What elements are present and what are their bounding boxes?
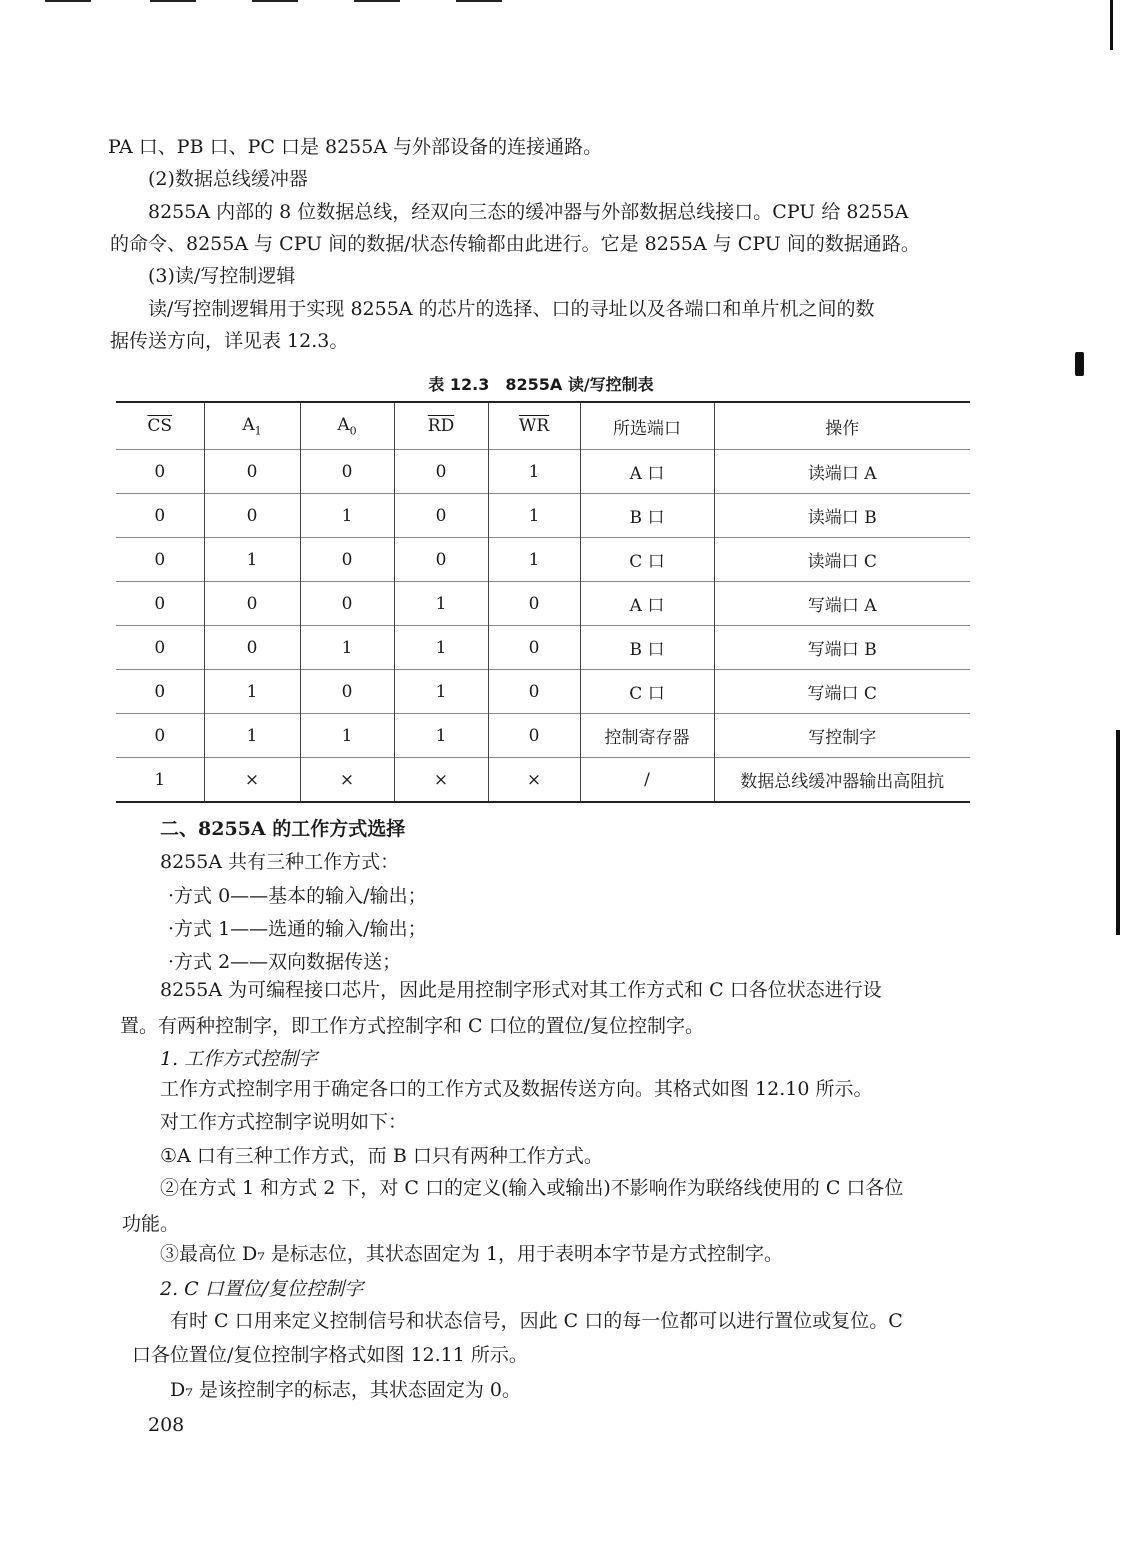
cell-rd: 0: [394, 450, 488, 494]
cell-port: 控制寄存器: [580, 714, 714, 758]
binding-edge-mid: [1116, 730, 1120, 935]
table-row: [116, 670, 970, 714]
cell-port: A 口: [580, 582, 714, 626]
top-rule-1: [45, 0, 91, 2]
cell-a1: 0: [204, 450, 300, 494]
cell-operation: 数据总线缓冲器输出高阻抗: [714, 758, 970, 803]
top-rule-5: [456, 0, 502, 2]
cell-operation: 读端口 C: [714, 538, 970, 582]
para-modes-intro: 8255A 共有三种工作方式：: [160, 851, 400, 873]
rw-control-table: [116, 401, 970, 803]
cell-rd: 1: [394, 714, 488, 758]
top-rule-2: [150, 0, 196, 2]
para-mode-control-word: 工作方式控制字用于确定各口的工作方式及数据传送方向。其格式如图 12.10 所示。: [160, 1078, 873, 1100]
cell-wr: 0: [488, 714, 580, 758]
para-c-port-line2: 口各位置位/复位控制字格式如图 12.11 所示。: [132, 1344, 528, 1366]
cell-operation: 读端口 B: [714, 494, 970, 538]
cell-rd: 1: [394, 670, 488, 714]
cell-cs: 0: [116, 494, 204, 538]
bullet-mode-0: ·方式 0——基本的输入/输出；: [168, 885, 427, 907]
table-row: [116, 494, 970, 538]
sub-heading-mode-control-word: 1. 工作方式控制字: [160, 1048, 318, 1070]
cell-cs: 0: [116, 626, 204, 670]
cell-rd: 0: [394, 538, 488, 582]
cell-operation: 写控制字: [714, 714, 970, 758]
para-data-bus-line2: 的命令、8255A 与 CPU 间的数据/状态传输都由此进行。它是 8255A 与 CPU 间的数据通路。: [110, 233, 920, 255]
top-rule-4: [354, 0, 400, 2]
cell-cs: 0: [116, 582, 204, 626]
binding-edge-top: [1110, 0, 1113, 50]
cell-a1: 0: [204, 626, 300, 670]
cell-wr: 0: [488, 626, 580, 670]
cell-port: A 口: [580, 450, 714, 494]
table-row: [116, 714, 970, 758]
note-2-line1: ②在方式 1 和方式 2 下，对 C 口的定义(输入或输出)不影响作为联络线使用的 C 口各位: [160, 1177, 904, 1199]
cell-a0: 1: [300, 494, 394, 538]
note-2-line2: 功能。: [122, 1213, 180, 1235]
cell-operation: 写端口 B: [714, 626, 970, 670]
cell-port: B 口: [580, 626, 714, 670]
cell-cs: 0: [116, 670, 204, 714]
table-header-row: [116, 402, 970, 450]
cell-wr: 1: [488, 494, 580, 538]
cell-wr: 0: [488, 582, 580, 626]
table-caption: 表 12.3 8255A 读/写控制表: [428, 375, 654, 394]
page-number: 208: [148, 1414, 185, 1436]
cell-a0: 0: [300, 450, 394, 494]
cell-operation: 写端口 C: [714, 670, 970, 714]
top-rule-3: [252, 0, 298, 2]
cell-cs: 1: [116, 758, 204, 803]
cell-rd: 0: [394, 494, 488, 538]
cell-a1: 1: [204, 670, 300, 714]
cell-rd: 1: [394, 582, 488, 626]
sub-heading-rw-logic: (3)读/写控制逻辑: [148, 265, 296, 287]
table-row: [116, 626, 970, 670]
header-operation: 操作: [714, 402, 970, 450]
table-row: [116, 758, 970, 803]
cell-wr: 0: [488, 670, 580, 714]
para-d7-flag: D₇ 是该控制字的标志，其状态固定为 0。: [170, 1379, 522, 1401]
para-rw-logic-line1: 读/写控制逻辑用于实现 8255A 的芯片的选择、口的寻址以及各端口和单片机之间的数: [148, 298, 875, 320]
cell-port: C 口: [580, 670, 714, 714]
cell-a1: 0: [204, 494, 300, 538]
sub-heading-c-port-bit-set: 2. C 口置位/复位控制字: [160, 1278, 364, 1300]
header-rd: $\overline{RD}$: [394, 402, 488, 450]
para-mode-control-notes-intro: 对工作方式控制字说明如下：: [160, 1111, 408, 1133]
cell-port: C 口: [580, 538, 714, 582]
cell-a0: ×: [300, 758, 394, 803]
para-rw-logic-line2: 据传送方向，详见表 12.3。: [110, 330, 349, 352]
cell-cs: 0: [116, 450, 204, 494]
side-tab-mark: [1075, 352, 1084, 376]
header-a0: $A_0$: [300, 402, 394, 450]
cell-port: B 口: [580, 494, 714, 538]
para-programmable-line1: 8255A 为可编程接口芯片，因此是用控制字形式对其工作方式和 C 口各位状态进行设: [160, 979, 882, 1001]
cell-port: /: [580, 758, 714, 803]
cell-a0: 1: [300, 714, 394, 758]
cell-operation: 写端口 A: [714, 582, 970, 626]
cell-rd: ×: [394, 758, 488, 803]
table-row: [116, 450, 970, 494]
cell-cs: 0: [116, 714, 204, 758]
cell-a0: 0: [300, 670, 394, 714]
header-a1: $A_1$: [204, 402, 300, 450]
header-wr: $\overline{WR}$: [488, 402, 580, 450]
para-c-port-line1: 有时 C 口用来定义控制信号和状态信号，因此 C 口的每一位都可以进行置位或复位。C: [170, 1310, 903, 1332]
cell-a1: 1: [204, 714, 300, 758]
section-title-work-modes: 二、8255A 的工作方式选择: [160, 818, 406, 840]
note-1: ①A 口有三种工作方式，而 B 口只有两种工作方式。: [160, 1145, 603, 1167]
cell-a0: 1: [300, 626, 394, 670]
cell-operation: 读端口 A: [714, 450, 970, 494]
cell-a1: ×: [204, 758, 300, 803]
para-data-bus-line1: 8255A 内部的 8 位数据总线，经双向三态的缓冲器与外部数据总线接口。CPU 给 8255A: [148, 201, 909, 223]
note-3: ③最高位 D₇ 是标志位，其状态固定为 1，用于表明本字节是方式控制字。: [160, 1243, 784, 1265]
cell-a0: 0: [300, 538, 394, 582]
header-cs: $\overline{CS}$: [116, 402, 204, 450]
cell-a1: 1: [204, 538, 300, 582]
table-row: [116, 582, 970, 626]
cell-wr: 1: [488, 450, 580, 494]
cell-wr: ×: [488, 758, 580, 803]
header-port: 所选端口: [580, 402, 714, 450]
sub-heading-data-bus-buffer: (2)数据总线缓冲器: [148, 168, 308, 190]
table-row: [116, 538, 970, 582]
cell-rd: 1: [394, 626, 488, 670]
para-ports: PA 口、PB 口、PC 口是 8255A 与外部设备的连接通路。: [108, 136, 603, 158]
cell-a0: 0: [300, 582, 394, 626]
para-programmable-line2: 置。有两种控制字，即工作方式控制字和 C 口位的置位/复位控制字。: [120, 1015, 705, 1037]
bullet-mode-1: ·方式 1——选通的输入/输出；: [168, 918, 427, 940]
cell-cs: 0: [116, 538, 204, 582]
bullet-mode-2: ·方式 2——双向数据传送；: [168, 951, 402, 973]
cell-a1: 0: [204, 582, 300, 626]
cell-wr: 1: [488, 538, 580, 582]
